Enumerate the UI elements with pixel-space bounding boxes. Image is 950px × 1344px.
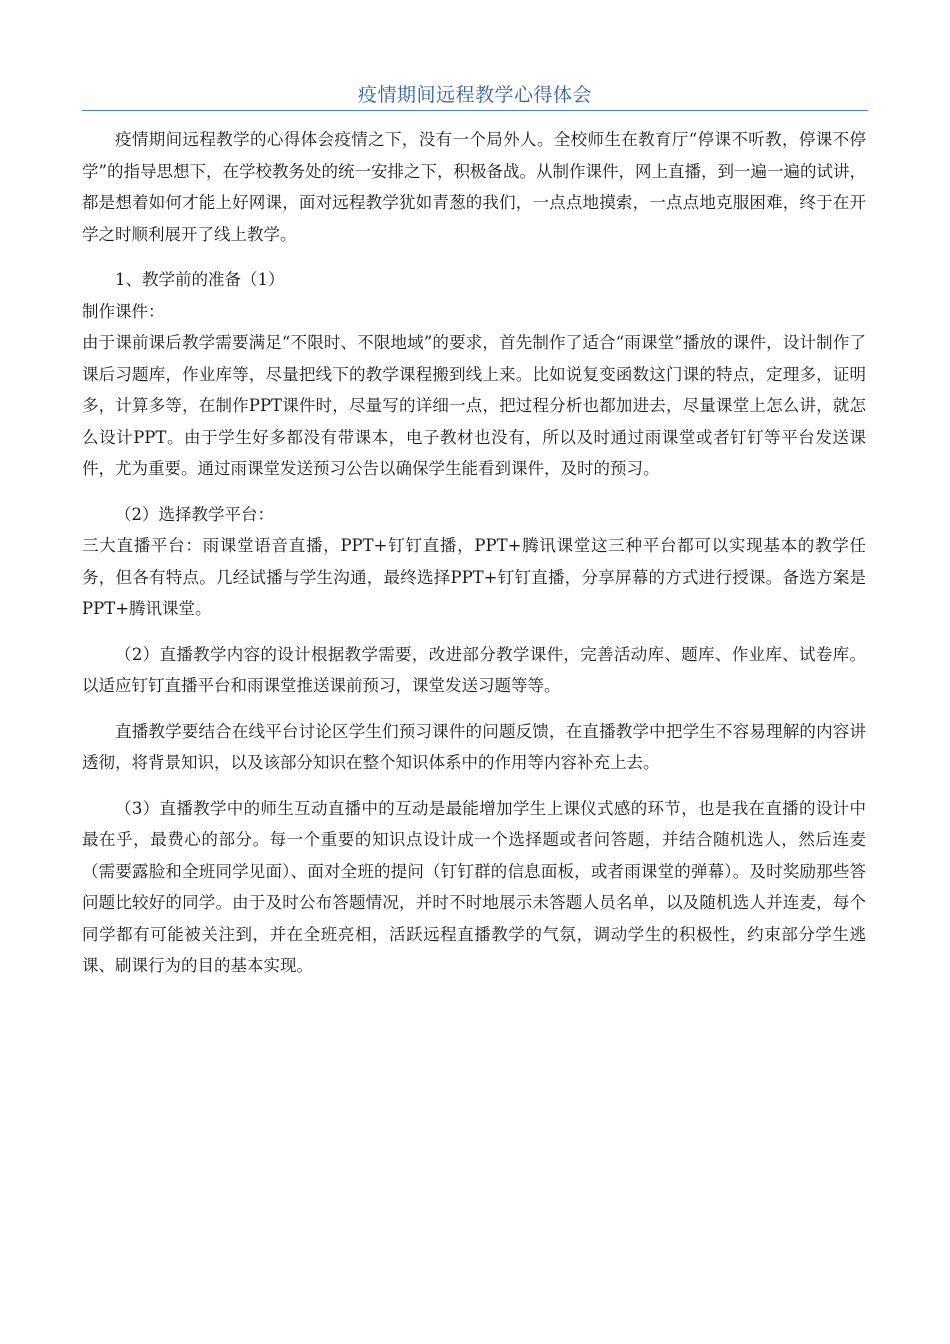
paragraph-interaction: （3）直播教学中的师生互动直播中的互动是最能增加学生上课仪式感的环节，也是我在直播的设计中最在乎，最费心的部分。每一个重要的知识点设计成一个选择题或者问答题，并结合随机选人，然后连麦（需要露脸和全班同学见面）、面对全班的提问（钉钉群的信息面板，或者雨课堂的弹幕）。及时奖励那些答问题比较好的同学。由于及时公布答题情况，并时不时地展示未答题人员名单，以及随机选人并连麦，每个同学都有可能被关注到，并在全班亮相，活跃远程直播教学的气氛，调动学生的积极性，约束部分学生逃课、刷课行为的目的基本实现。 [82, 798, 866, 975]
document-body [82, 124, 866, 982]
subheading-platform: （2）选择教学平台： [115, 504, 274, 524]
document-header [82, 80, 868, 111]
paragraph-live-teaching: 直播教学要结合在线平台讨论区学生们预习课件的问题反馈，在直播教学中把学生不容易理解的内容讲透彻，将背景知识，以及该部分知识在整个知识体系中的作用等内容补充上去。 [82, 721, 866, 772]
paragraph-intro: 疫情期间远程教学的心得体会疫情之下，没有一个局外人。全校师生在教育厅“停课不听教，停课不停学”的指导思想下，在学校教务处的统一安排之下，积极备战。从制作课件，网上直播，到一遍一遍的试讲，都是想着如何才能上好网课，面对远程教学犹如青葱的我们，一点点地摸索，一点点地克服困难，终于在开学之时顺利展开了线上教学。 [82, 130, 866, 244]
document-title: 疫情期间远程教学心得体会 [357, 84, 592, 106]
paragraph-courseware: 由于课前课后教学需要满足“不限时、不限地域”的要求，首先制作了适合“雨课堂”播放的课件，设计制作了课后习题库，作业库等，尽量把线下的教学课程搬到线上来。比如说复变函数这门课的特点，定理多，证明多，计算多等，在制作PPT课件时，尽量写的详细一点，把过程分析也都加进去，尽量课堂上怎么讲，就怎么设计PPT。由于学生好多都没有带课本，电子教材也没有，所以及时通过雨课堂或者钉钉等平台发送课件，尤为重要。通过雨课堂发送预习公告以确保学生能看到课件，及时的预习。 [82, 333, 866, 478]
subheading-courseware: 制作课件： [82, 301, 165, 321]
paragraph-content-design: （2）直播教学内容的设计根据教学需要，改进部分教学课件，完善活动库、题库、作业库、试卷库。以适应钉钉直播平台和雨课堂推送课前预习，课堂发送习题等等。 [82, 644, 866, 695]
paragraph-platform: 三大直播平台：雨课堂语音直播，PPT+钉钉直播，PPT+腾讯课堂这三种平台都可以实现基本的教学任务，但各有特点。几经试播与学生沟通，最终选择PPT+钉钉直播，分享屏幕的方式进行授课。备选方案是PPT+腾讯课堂。 [82, 536, 866, 618]
section-heading-preparation: 1、教学前的准备（1） [115, 270, 285, 289]
